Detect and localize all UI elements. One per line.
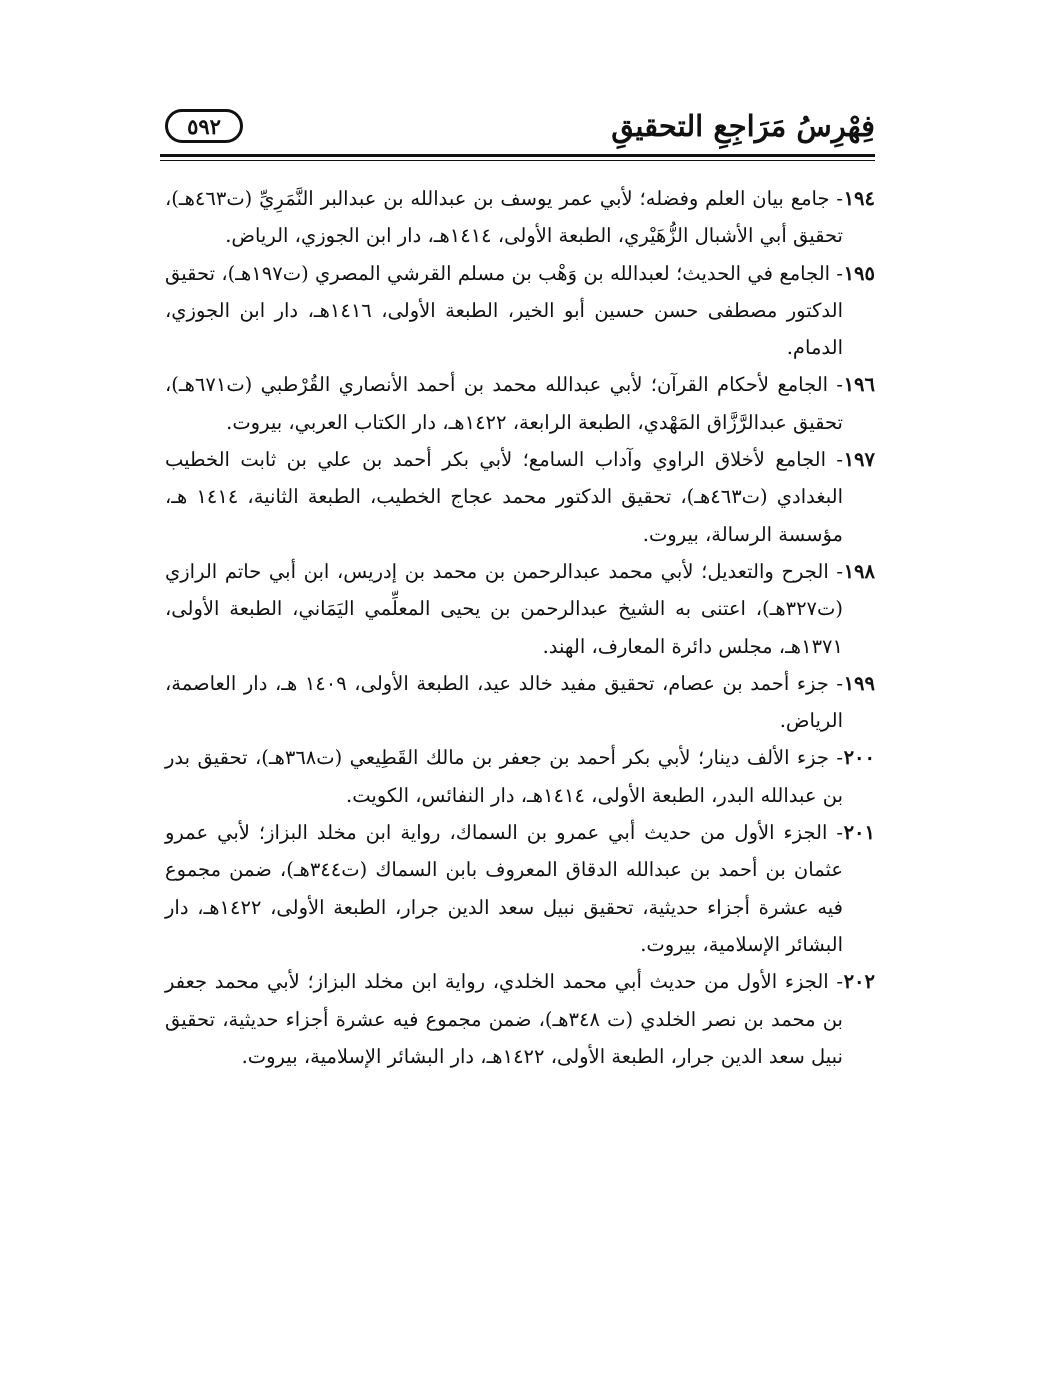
page-header — [160, 104, 875, 154]
entry-text: - جزء أحمد بن عصام، تحقيق مفيد خالد عيد، الطبعة الأولى، ١٤٠٩ هـ، دار العاصمة، الرياض. — [165, 671, 843, 733]
reference-list — [165, 180, 875, 1075]
entry-text: - جزء الألف دينار؛ لأبي بكر أحمد بن جعفر بن مالك القَطِيعي (ت٣٦٨هـ)، تحقيق بدر بن عبدالله البدر، الطبعة الأولى، ١٤١٤هـ، دار النفائس، الكويت. — [165, 746, 844, 807]
header-rule-thin — [160, 160, 875, 161]
entry-number: ٢٠٠ — [843, 746, 875, 770]
entry-number: ١٩٥ — [843, 261, 875, 285]
entry-text: - الجزء الأول من حديث أبي محمد الخلدي، رواية ابن مخلد البزاز؛ لأبي محمد جعفر بن محمد بن نصر الخلدي (ت ٣٤٨هـ)، ضمن مجموع فيه عشرة أجزاء حديثية، تحقيق نبيل سعد الدين جرار، الطبعة الأولى، ١٤٢٢هـ، دار البشائر الإسلامية، بيروت. — [165, 970, 843, 1068]
entry-text: - الجامع في الحديث؛ لعبدالله بن وَهْب بن مسلم القرشي المصري (ت١٩٧هـ)، تحقيق الدكتور مصطفى حسن حسين أبو الخير، الطبعة الأولى، ١٤١٦هـ، دار ابن الجوزي، الدمام. — [165, 261, 844, 360]
reference-entry — [165, 739, 875, 814]
entry-number: ١٩٦ — [843, 373, 875, 397]
entry-text: - الجامع لأخلاق الراوي وآداب السامع؛ لأبي بكر أحمد بن علي بن ثابت الخطيب البغدادي (ت٤٦٣هـ)، تحقيق الدكتور محمد عجاج الخطيب، الطبعة الثانية، ١٤١٤ هـ، مؤسسة الرسالة، بيروت. — [165, 448, 843, 546]
reference-entry — [165, 441, 875, 553]
reference-entry — [165, 963, 875, 1075]
entry-number: ١٩٧ — [843, 448, 875, 472]
page-title: فِهْرِسُ مَرَاجِعِ التحقيقِ — [611, 109, 875, 143]
entry-text: - الجرح والتعديل؛ لأبي محمد عبدالرحمن بن محمد بن إدريس، ابن أبي حاتم الرازي (ت٣٢٧هـ)، اعتنى به الشيخ عبدالرحمن بن يحيى المعلِّمي اليَمَاني، الطبعة الأولى، ١٣٧١هـ، مجلس دائرة المعارف، الهند. — [165, 559, 843, 658]
header-rule-thick — [160, 154, 875, 157]
page-number-badge: ٥٩٢ — [165, 109, 243, 143]
entry-text: - جامع بيان العلم وفضله؛ لأبي عمر يوسف بن عبدالله بن عبدالبر النَّمَرِيِّ (ت٤٦٣هـ)، تحقيق أبي الأشبال الزُّهَيْري، الطبعة الأولى، ١٤١٤هـ، دار ابن الجوزي، الرياض. — [165, 187, 843, 248]
reference-entry — [165, 553, 875, 665]
entry-number: ٢٠١ — [843, 821, 875, 845]
entry-text: - الجزء الأول من حديث أبي عمرو بن السماك، رواية ابن مخلد البزاز؛ لأبي عمرو عثمان بن أحمد بن عبدالله الدقاق المعروف بابن السماك (ت٣٤٤هـ)، ضمن مجموع فيه عشرة أجزاء حديثية، تحقيق نبيل سعد الدين جرار، الطبعة الأولى، ١٤٢٢هـ، دار البشائر الإسلامية، بيروت. — [165, 821, 843, 956]
entry-number: ١٩٩ — [843, 671, 875, 695]
reference-entry — [165, 665, 875, 740]
entry-number: ٢٠٢ — [843, 970, 875, 994]
reference-entry — [165, 814, 875, 963]
entry-text: - الجامع لأحكام القرآن؛ لأبي عبدالله محمد بن أحمد الأنصاري القُرْطبي (ت٦٧١هـ)، تحقيق عبدالرَّزَّاق المَهْدي، الطبعة الرابعة، ١٤٢٢هـ، دار الكتاب العربي، بيروت. — [165, 373, 843, 434]
reference-entry — [165, 366, 875, 441]
entry-number: ١٩٨ — [843, 559, 875, 583]
entry-number: ١٩٤ — [843, 187, 875, 210]
reference-entry — [165, 255, 875, 367]
reference-entry — [165, 180, 875, 255]
